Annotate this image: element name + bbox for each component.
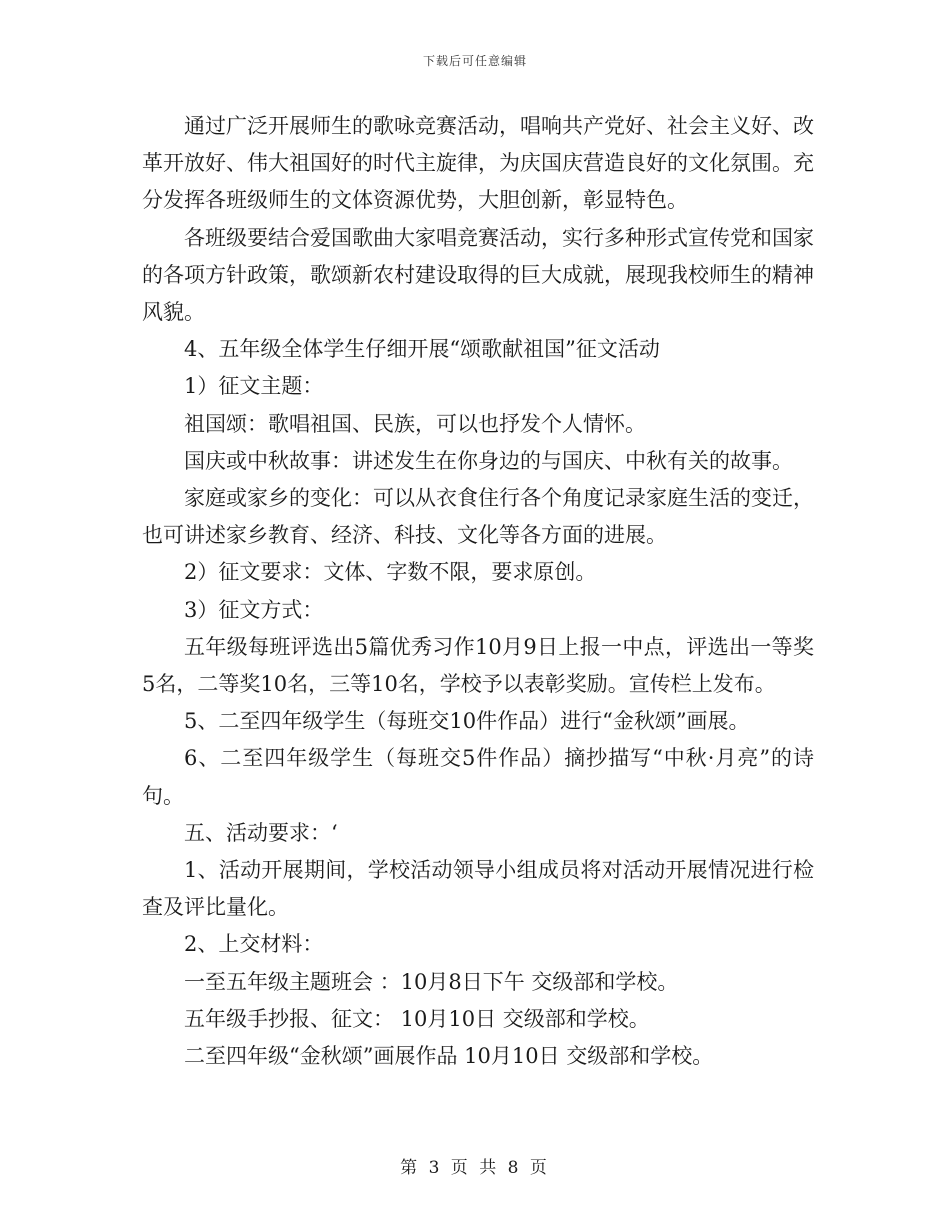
paragraph: 4、五年级全体学生仔细开展“颂歌献祖国”征文活动 (184, 337, 660, 362)
document-body (142, 108, 814, 1075)
paragraph: 五年级手抄报、征文： 10月10日 交级部和学校。 (184, 1006, 650, 1031)
paragraph: 1、活动开展期间，学校活动领导小组成员将对活动开展情况进行检查及评比量化。 (142, 858, 814, 920)
paragraph: 家庭或家乡的变化：可以从衣食住行各个角度记录家庭生活的变迁，也可讲述家乡教育、经济、科技、文化等各方面的进展。 (142, 486, 814, 548)
paragraph: 五年级每班评选出5篇优秀习作10月9日上报一中点，评选出一等奖5名，二等奖10名，三等10名，学校予以表彰奖励。宣传栏上发布。 (142, 634, 814, 697)
paragraph: 5、二至四年级学生（每班交10件作品）进行“金秋颂”画展。 (184, 709, 750, 734)
paragraph: 一至五年级主题班会 ：10月8日下午 交级部和学校。 (184, 969, 679, 994)
paragraph: 五、活动要求：‘ (184, 820, 338, 845)
paragraph: 2、上交材料： (184, 932, 324, 957)
paragraph: 1）征文主题： (184, 374, 324, 399)
paragraph: 2）征文要求：文体、字数不限，要求原创。 (184, 560, 597, 585)
paragraph: 3）征文方式： (184, 597, 324, 622)
paragraph: 6、二至四年级学生（每班交5件作品）摘抄描写“中秋·月亮”的诗句。 (142, 746, 814, 808)
paragraph: 各班级要结合爱国歌曲大家唱竞赛活动，实行多种形式宣传党和国家的各项方针政策，歌颂新农村建设取得的巨大成就，展现我校师生的精神风貌。 (142, 225, 814, 325)
page-header: 下载后可任意编辑 (422, 54, 527, 68)
page-number: 第 3 页 共 8 页 (400, 1158, 550, 1178)
paragraph: 二至四年级“金秋颂”画展作品 10月10日 交级部和学校。 (184, 1044, 714, 1069)
paragraph: 国庆或中秋故事：讲述发生在你身边的与国庆、中秋有关的故事。 (184, 448, 793, 473)
paragraph: 祖国颂：歌唱祖国、民族，可以也抒发个人情怀。 (184, 411, 646, 436)
paragraph: 通过广泛开展师生的歌咏竞赛活动，唱响共产党好、社会主义好、改革开放好、伟大祖国好的时代主旋律，为庆国庆营造良好的文化氛围。充分发挥各班级师生的文体资源优势，大胆创新，彰显特色。 (142, 114, 814, 213)
